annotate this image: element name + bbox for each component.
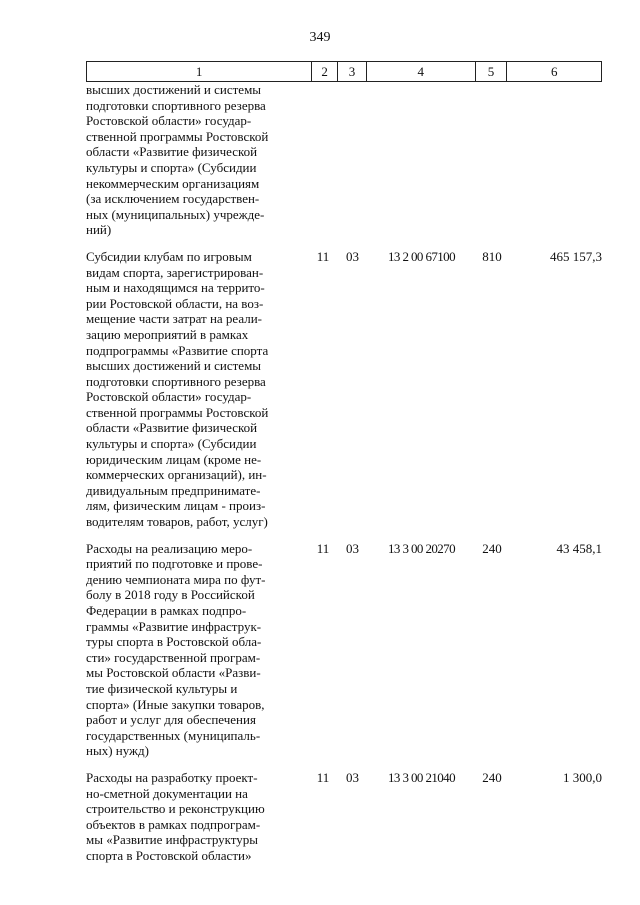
description-line: болу в 2018 году в Российской: [86, 587, 255, 603]
header-col-3: 3: [338, 62, 367, 81]
header-col-5: 5: [476, 62, 508, 81]
header-col-4: 4: [367, 62, 476, 81]
description-line: приятий по подготовке и прове-: [86, 556, 263, 572]
expense-type-code: 240: [482, 540, 502, 556]
description-line: культуры и спорта» (Субсидии: [86, 159, 257, 175]
table-body: [86, 82, 602, 864]
description-line: спорта» (Иные закупки товаров,: [86, 696, 265, 712]
amount-value: 465 157,3: [550, 248, 602, 264]
description-line: ных (муниципальных) учрежде-: [86, 206, 265, 222]
description-line: области «Развитие физической: [86, 144, 258, 160]
description-line: но-сметной документации на: [86, 785, 248, 801]
description-line: мещение части затрат на реали-: [86, 311, 263, 327]
table-header: [86, 61, 602, 82]
header-col-1: 1: [87, 62, 312, 81]
budget-table: [86, 61, 602, 864]
amount-value: 1 300,0: [563, 769, 602, 785]
row-description: [86, 249, 308, 530]
page-number: 349: [309, 30, 331, 45]
header-col-6: 6: [550, 64, 558, 79]
description-line: объектов в рамках подпрограм-: [86, 816, 261, 832]
description-line: туры спорта в Ростовской обла-: [86, 634, 262, 650]
amount-value: 43 458,1: [556, 540, 602, 556]
target-article-code: 13 2 00 67100: [388, 248, 455, 264]
description-line: водителям товаров, работ, услуг): [86, 514, 268, 530]
description-line: лям, физическим лицам - произ-: [86, 498, 266, 514]
table-row: [86, 541, 602, 759]
section-code: 11: [316, 248, 330, 264]
description-line: тие физической культуры и: [86, 680, 238, 696]
description-line: ных) нужд): [86, 743, 149, 759]
subsection-code: 03: [346, 248, 359, 264]
row-description: [86, 541, 308, 759]
description-line: государственных (муниципаль-: [86, 727, 261, 743]
description-line: (за исключением государствен-: [86, 191, 260, 207]
description-line: дению чемпионата мира по фут-: [86, 571, 266, 587]
description-line: мы Ростовской области «Разви-: [86, 665, 261, 681]
description-line: мы «Развитие инфраструктуры: [86, 832, 259, 848]
description-line: ственной программы Ростовской: [86, 128, 269, 144]
target-article-code: 13 3 00 20270: [388, 540, 455, 556]
row-description: [86, 82, 308, 238]
description-line: спорта в Ростовской области»: [86, 847, 252, 863]
description-line: подпрограммы «Развитие спорта: [86, 342, 269, 358]
description-line: зацию мероприятий в рамках: [86, 326, 249, 342]
description-line: работ и услуг для обеспечения: [86, 712, 256, 728]
description-line: юридическим лицам (кроме не-: [86, 451, 262, 467]
description-line: строительство и реконструкцию: [86, 801, 265, 817]
expense-type-code: 810: [482, 248, 502, 264]
description-line: дивидуальным предпринимате-: [86, 482, 261, 498]
description-line: Расходы на реализацию меро-: [86, 540, 253, 556]
description-line: высших достижений и системы: [86, 358, 262, 374]
description-line: некоммерческим организациям: [86, 175, 260, 191]
table-row: [86, 770, 602, 864]
description-line: Ростовской области» государ-: [86, 113, 252, 129]
subsection-code: 03: [346, 769, 359, 785]
description-line: граммы «Развитие инфраструк-: [86, 618, 262, 634]
description-line: высших достижений и системы: [86, 82, 262, 97]
description-line: Федерации в рамках подпро-: [86, 603, 247, 618]
description-line: видам спорта, зарегистрирован-: [86, 264, 264, 280]
description-line: Расходы на разработку проект-: [86, 769, 258, 785]
section-code: 11: [316, 540, 330, 556]
row-description: [86, 770, 308, 864]
table-row: [86, 82, 602, 238]
description-line: ний): [86, 222, 112, 238]
description-line: ным и находящимся на террито-: [86, 280, 265, 296]
subsection-code: 03: [346, 540, 359, 556]
description-line: ственной программы Ростовской: [86, 404, 269, 420]
description-line: Ростовской области» государ-: [86, 389, 252, 405]
section-code: 11: [316, 769, 330, 785]
description-line: Субсидии клубам по игровым: [86, 248, 252, 264]
description-line: подготовки спортивного резерва: [86, 373, 266, 389]
description-line: коммерческих организаций), ин-: [86, 467, 267, 483]
description-line: рии Ростовской области, на воз-: [86, 295, 264, 311]
description-line: области «Развитие физической: [86, 420, 258, 436]
table-row: [86, 249, 602, 530]
expense-type-code: 240: [482, 769, 502, 785]
description-line: культуры и спорта» (Субсидии: [86, 436, 257, 452]
description-line: подготовки спортивного резерва: [86, 97, 266, 113]
header-col-2: 2: [312, 62, 338, 81]
description-line: сти» государственной програм-: [86, 649, 261, 665]
target-article-code: 13 3 00 21040: [388, 769, 455, 785]
